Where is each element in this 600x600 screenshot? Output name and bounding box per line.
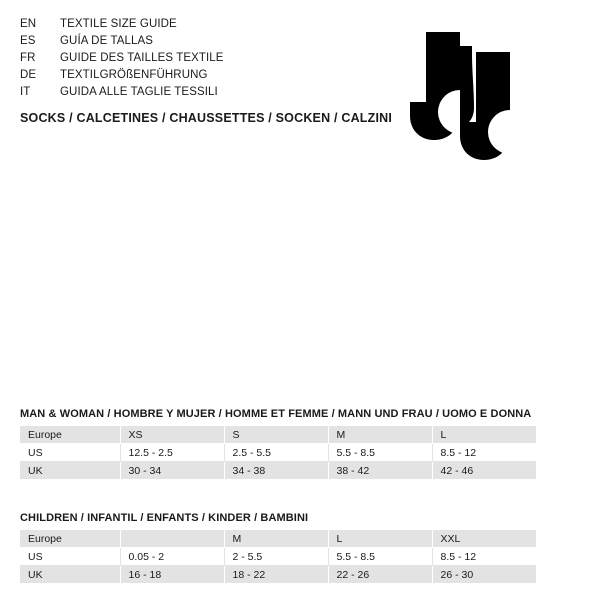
cell-value: 0.05 - 2 (120, 548, 224, 566)
row-label: UK (20, 566, 120, 584)
cell-value: 5.5 - 8.5 (328, 444, 432, 462)
cell-value: 8.5 - 12 (432, 548, 536, 566)
table-row (20, 548, 536, 566)
page-title: SOCKS / CALCETINES / CHAUSSETTES / SOCKEN / CALZINI (20, 111, 393, 125)
language-row (20, 67, 380, 84)
table-row (20, 566, 536, 584)
language-code: ES (20, 35, 36, 47)
language-text: GUIDA ALLE TAGLIE TESSILI (60, 86, 218, 98)
column-header: Europe (20, 426, 120, 444)
cell-value: 22 - 26 (328, 566, 432, 584)
language-row (20, 33, 380, 50)
cell-value: 42 - 46 (432, 462, 536, 480)
language-code: FR (20, 52, 36, 64)
language-list (20, 16, 380, 101)
language-row (20, 84, 380, 101)
language-code: DE (20, 69, 37, 81)
cell-value: 16 - 18 (120, 566, 224, 584)
language-text: GUÍA DE TALLAS (60, 35, 154, 47)
column-header: Europe (20, 530, 120, 548)
column-header (120, 530, 224, 548)
adult-section-title: MAN & WOMAN / HOMBRE Y MUJER / HOMME ET FEMME / MANN UND FRAU / UOMO E DONNA (20, 408, 532, 420)
column-header: M (328, 426, 432, 444)
adult-size-section (20, 408, 580, 480)
cell-value: 26 - 30 (432, 566, 536, 584)
language-code: EN (20, 18, 37, 30)
cell-value: 34 - 38 (224, 462, 328, 480)
adult-size-table (20, 426, 536, 480)
row-label: US (20, 548, 120, 566)
row-label: US (20, 444, 120, 462)
cell-value: 30 - 34 (120, 462, 224, 480)
table-row (20, 530, 536, 548)
column-header: L (432, 426, 536, 444)
children-size-section (20, 512, 580, 584)
socks-pair-icon (404, 16, 574, 176)
language-text: TEXTILE SIZE GUIDE (60, 18, 177, 30)
children-size-table (20, 530, 536, 584)
language-row (20, 16, 380, 33)
children-section-title: CHILDREN / INFANTIL / ENFANTS / KINDER / BAMBINI (20, 512, 309, 524)
column-header: XXL (432, 530, 536, 548)
table-row (20, 444, 536, 462)
row-label: UK (20, 462, 120, 480)
column-header: S (224, 426, 328, 444)
table-row (20, 426, 536, 444)
column-header: XS (120, 426, 224, 444)
column-header: M (224, 530, 328, 548)
cell-value: 8.5 - 12 (432, 444, 536, 462)
cell-value: 2 - 5.5 (224, 548, 328, 566)
cell-value: 2.5 - 5.5 (224, 444, 328, 462)
column-header: L (328, 530, 432, 548)
cell-value: 5.5 - 8.5 (328, 548, 432, 566)
cell-value: 18 - 22 (224, 566, 328, 584)
cell-value: 12.5 - 2.5 (120, 444, 224, 462)
language-row (20, 50, 380, 67)
language-code: IT (20, 86, 31, 98)
cell-value: 38 - 42 (328, 462, 432, 480)
table-row (20, 462, 536, 480)
language-text: GUIDE DES TAILLES TEXTILE (60, 52, 224, 64)
language-text: TEXTILGRÖßENFÜHRUNG (60, 69, 208, 81)
